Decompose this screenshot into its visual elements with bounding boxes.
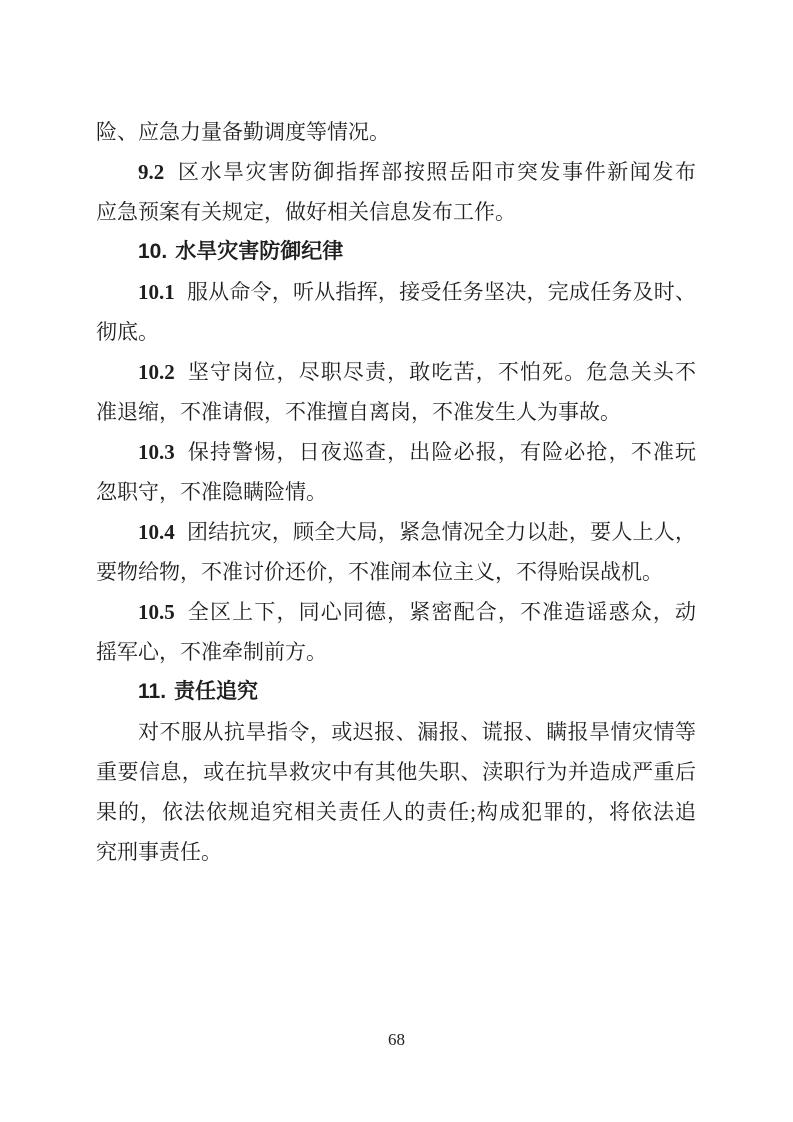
line-text: 区水旱灾害防御指挥部按照岳阳市突发事件新闻发布	[176, 160, 696, 184]
line-text: 重要信息，或在抗旱救灾中有其他失职、渎职行为并造成严重后	[96, 760, 696, 784]
line-text: 责任追究	[174, 680, 259, 703]
text-line	[96, 352, 696, 392]
line-text: 准退缩，不准请假，不准擅自离岗，不准发生人为事故。	[96, 400, 621, 424]
section-number: 10.1	[138, 280, 175, 304]
text-line	[96, 312, 696, 352]
line-text: 坚守岗位，尽职尽责，敢吃苦，不怕死。危急关头不	[186, 360, 696, 384]
section-number: 10.	[138, 240, 168, 263]
section-heading	[96, 672, 696, 712]
section-number: 10.5	[138, 600, 175, 624]
text-block	[96, 112, 696, 872]
text-line	[96, 712, 696, 752]
line-text: 对不服从抗旱指令，或迟报、漏报、谎报、瞒报旱情灾情等	[138, 720, 696, 744]
line-text: 服从命令，听从指挥，接受任务坚决，完成任务及时、	[186, 280, 696, 304]
text-line	[96, 472, 696, 512]
page-number: 68	[388, 1030, 405, 1049]
section-number: 11.	[138, 680, 167, 703]
line-text: 团结抗灾，顾全大局，紧急情况全力以赴，要人上人，	[186, 520, 696, 544]
text-line	[96, 272, 696, 312]
line-text: 要物给物，不准讨价还价，不准闹本位主义，不得贻误战机。	[96, 560, 663, 584]
text-line	[96, 752, 696, 792]
text-line	[96, 792, 696, 832]
line-text: 果的，依法依规追究相关责任人的责任;构成犯罪的，将依法追	[96, 800, 696, 824]
text-line	[96, 192, 696, 232]
text-line	[96, 112, 696, 152]
line-text: 忽职守，不准隐瞒险情。	[96, 480, 327, 504]
line-text: 摇军心，不准牵制前方。	[96, 640, 327, 664]
line-text: 险、应急力量备勤调度等情况。	[96, 120, 390, 144]
line-text: 应急预案有关规定，做好相关信息发布工作。	[96, 200, 516, 224]
section-number: 10.4	[138, 520, 175, 544]
text-line	[96, 832, 696, 872]
line-text: 水旱灾害防御纪律	[175, 240, 344, 263]
text-line	[96, 432, 696, 472]
text-line	[96, 512, 696, 552]
text-line	[96, 632, 696, 672]
line-text: 究刑事责任。	[96, 840, 222, 864]
text-line	[96, 592, 696, 632]
line-text: 彻底。	[96, 320, 159, 344]
section-number: 10.3	[138, 440, 175, 464]
line-text: 保持警惕，日夜巡查，出险必报，有险必抢，不准玩	[186, 440, 696, 464]
text-line	[96, 552, 696, 592]
section-number: 9.2	[138, 160, 165, 184]
section-heading	[96, 232, 696, 272]
section-number: 10.2	[138, 360, 175, 384]
text-line	[96, 152, 696, 192]
line-text: 全区上下，同心同德，紧密配合，不准造谣惑众，动	[186, 600, 696, 624]
text-line	[96, 392, 696, 432]
